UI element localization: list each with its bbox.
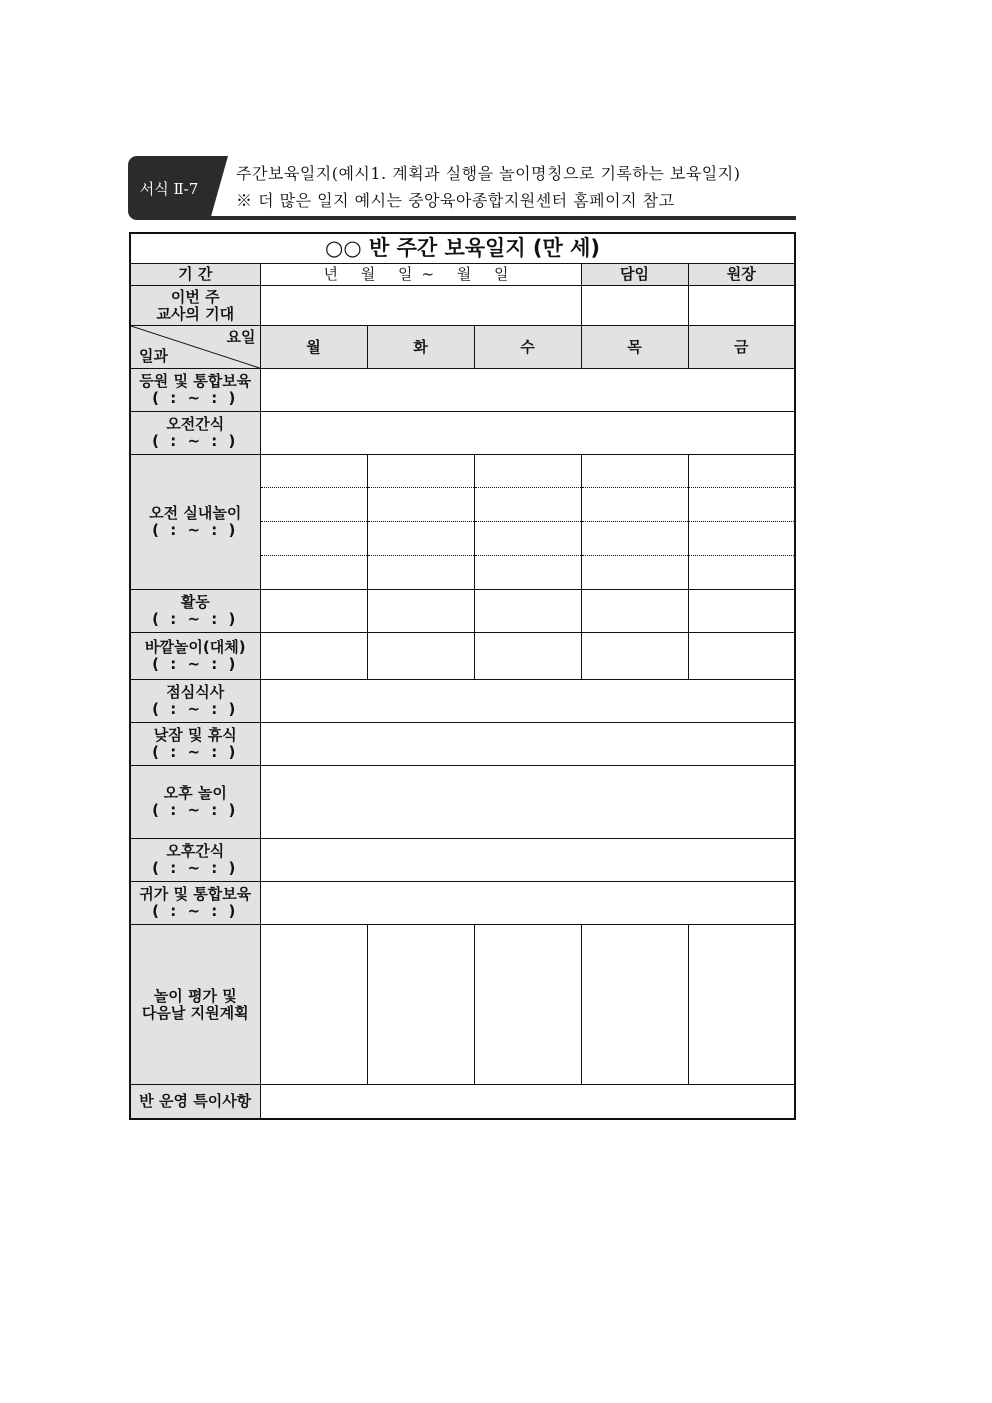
time-range: ( : ~ : ) <box>152 902 239 920</box>
day-thu: 목 <box>581 326 688 369</box>
row-label-outdoor-play <box>130 633 260 680</box>
time-range: ( : ~ : ) <box>152 389 239 407</box>
row-label-nap <box>130 723 260 766</box>
row-label-afternoon-snack <box>130 839 260 882</box>
period-label: 기 간 <box>130 264 260 286</box>
day-fri: 금 <box>688 326 795 369</box>
time-range: ( : ~ : ) <box>152 521 239 539</box>
evaluation-wed[interactable] <box>474 925 581 1085</box>
row-title: 바깥놀이(대체) <box>144 638 246 656</box>
expectation-label-line1: 이번 주 <box>170 287 220 306</box>
row-title: 오후간식 <box>166 842 225 860</box>
day-tue: 화 <box>367 326 474 369</box>
indoor-play-mon-4[interactable] <box>260 556 367 590</box>
header-rule <box>210 216 796 220</box>
row-title: 낮잠 및 휴식 <box>153 726 237 744</box>
indoor-play-wed-1[interactable] <box>474 455 581 488</box>
time-range: ( : ~ : ) <box>152 655 239 673</box>
evaluation-thu[interactable] <box>581 925 688 1085</box>
outdoor-play-mon[interactable] <box>260 633 367 680</box>
indoor-play-tue-2[interactable] <box>367 488 474 522</box>
special-notes-field[interactable] <box>260 1085 795 1119</box>
activity-wed[interactable] <box>474 590 581 633</box>
row-title: 귀가 및 통합보육 <box>139 885 252 903</box>
homeroom-label: 담임 <box>581 264 688 286</box>
row-label-departure <box>130 882 260 925</box>
indoor-play-mon-2[interactable] <box>260 488 367 522</box>
day-schedule-header <box>130 326 260 369</box>
row-title: 등원 및 통합보육 <box>139 372 252 390</box>
indoor-play-mon-1[interactable] <box>260 455 367 488</box>
form-code-tab <box>128 156 210 220</box>
indoor-play-tue-1[interactable] <box>367 455 474 488</box>
period-field[interactable]: 년 월 일~ 월 일 <box>260 264 581 286</box>
indoor-play-tue-4[interactable] <box>367 556 474 590</box>
activity-fri[interactable] <box>688 590 795 633</box>
row-title-line1: 놀이 평가 및 <box>153 986 237 1005</box>
time-range: ( : ~ : ) <box>152 432 239 450</box>
indoor-play-wed-3[interactable] <box>474 522 581 556</box>
indoor-play-wed-4[interactable] <box>474 556 581 590</box>
schedule-label: 일과 <box>139 347 168 365</box>
outdoor-play-wed[interactable] <box>474 633 581 680</box>
nap-field[interactable] <box>260 723 795 766</box>
time-range: ( : ~ : ) <box>152 859 239 877</box>
director-label: 원장 <box>688 264 795 286</box>
indoor-play-thu-3[interactable] <box>581 522 688 556</box>
table-title: ○○ 반 주간 보육일지 (만 세) <box>130 233 795 264</box>
expectation-label <box>130 286 260 326</box>
indoor-play-thu-4[interactable] <box>581 556 688 590</box>
form-note: ※ 더 많은 일지 예시는 중앙육아종합지원센터 홈페이지 참고 <box>236 191 675 210</box>
expectation-field[interactable] <box>260 286 581 326</box>
indoor-play-mon-3[interactable] <box>260 522 367 556</box>
header-text <box>236 160 740 214</box>
outdoor-play-fri[interactable] <box>688 633 795 680</box>
indoor-play-tue-3[interactable] <box>367 522 474 556</box>
row-title-line2: 다음날 지원계획 <box>141 1003 249 1022</box>
morning-snack-field[interactable] <box>260 412 795 455</box>
form-header <box>128 156 796 220</box>
row-title: 활동 <box>180 593 210 611</box>
indoor-play-fri-1[interactable] <box>688 455 795 488</box>
time-range: ( : ~ : ) <box>152 610 239 628</box>
weekly-log-table <box>129 232 796 1120</box>
row-label-lunch <box>130 680 260 723</box>
row-label-morning-indoor-play <box>130 455 260 590</box>
afternoon-snack-field[interactable] <box>260 839 795 882</box>
row-label-afternoon-play <box>130 766 260 839</box>
row-title: 오후 놀이 <box>163 784 227 802</box>
row-label-activity <box>130 590 260 633</box>
indoor-play-fri-2[interactable] <box>688 488 795 522</box>
indoor-play-wed-2[interactable] <box>474 488 581 522</box>
indoor-play-fri-3[interactable] <box>688 522 795 556</box>
row-label-morning-snack <box>130 412 260 455</box>
indoor-play-fri-4[interactable] <box>688 556 795 590</box>
indoor-play-thu-2[interactable] <box>581 488 688 522</box>
evaluation-tue[interactable] <box>367 925 474 1085</box>
day-mon: 월 <box>260 326 367 369</box>
row-label-evaluation <box>130 925 260 1085</box>
outdoor-play-thu[interactable] <box>581 633 688 680</box>
evaluation-fri[interactable] <box>688 925 795 1085</box>
arrival-field[interactable] <box>260 369 795 412</box>
homeroom-sign-field[interactable] <box>581 286 688 326</box>
time-range: ( : ~ : ) <box>152 700 239 718</box>
row-title: 오전간식 <box>166 415 225 433</box>
afternoon-play-field[interactable] <box>260 766 795 839</box>
day-wed: 수 <box>474 326 581 369</box>
row-label-special-notes: 반 운영 특이사항 <box>130 1085 260 1119</box>
outdoor-play-tue[interactable] <box>367 633 474 680</box>
form-code: 서식 Ⅱ-7 <box>139 179 199 198</box>
evaluation-mon[interactable] <box>260 925 367 1085</box>
day-label: 요일 <box>226 328 256 346</box>
time-range: ( : ~ : ) <box>152 743 239 761</box>
form-title: 주간보육일지(예시1. 계획과 실행을 놀이명칭으로 기록하는 보육일지) <box>236 164 741 183</box>
activity-tue[interactable] <box>367 590 474 633</box>
lunch-field[interactable] <box>260 680 795 723</box>
departure-field[interactable] <box>260 882 795 925</box>
activity-mon[interactable] <box>260 590 367 633</box>
row-title: 오전 실내놀이 <box>149 504 242 522</box>
row-title: 점심식사 <box>166 683 225 701</box>
row-label-arrival <box>130 369 260 412</box>
activity-thu[interactable] <box>581 590 688 633</box>
time-range: ( : ~ : ) <box>152 801 239 819</box>
expectation-label-line2: 교사의 기대 <box>156 304 235 323</box>
indoor-play-thu-1[interactable] <box>581 455 688 488</box>
director-sign-field[interactable] <box>688 286 795 326</box>
